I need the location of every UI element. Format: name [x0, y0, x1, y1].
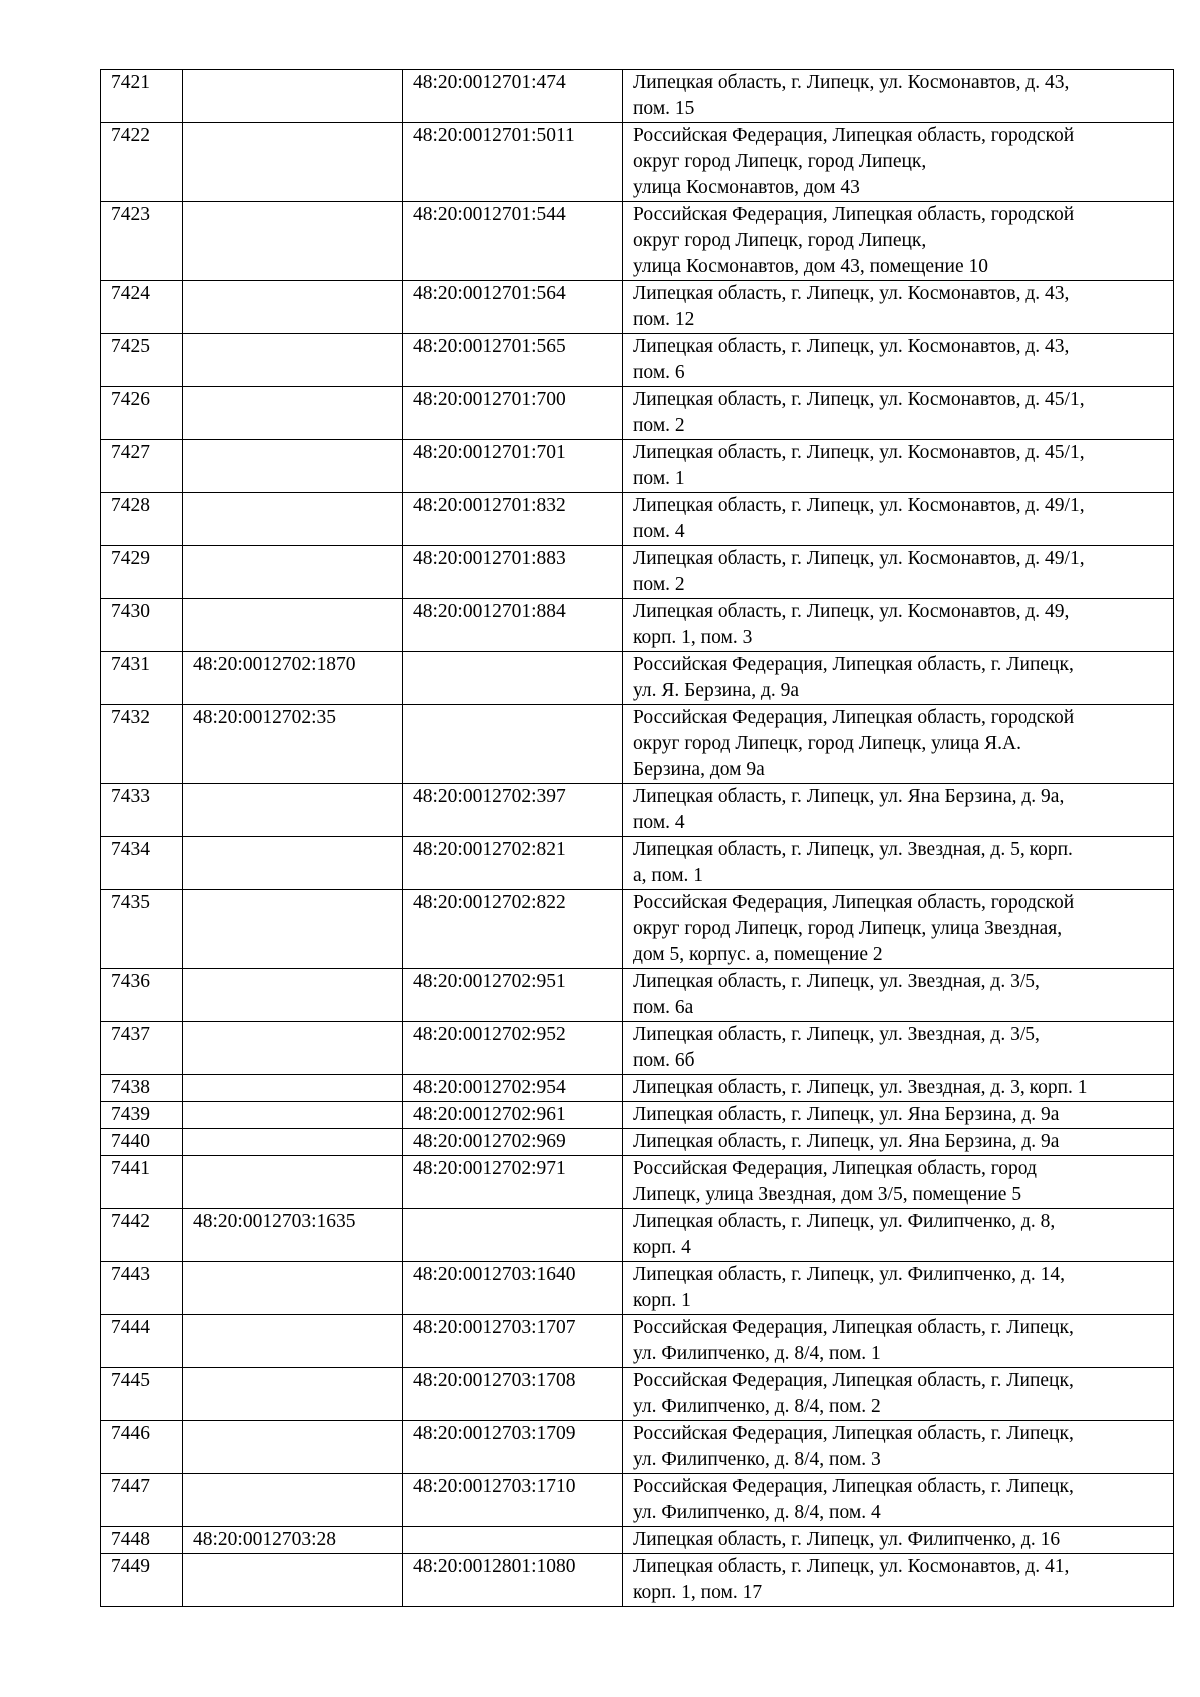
address-cell: [623, 890, 1174, 969]
address-cell: [623, 1262, 1174, 1315]
land-cadastral-number-cell: [183, 546, 403, 599]
table-row: [101, 440, 1174, 493]
address-line: Липецкая область, г. Липецк, ул. Яна Берзина, д. 9а: [633, 1104, 1060, 1125]
address-line: пом. 2: [633, 574, 685, 595]
object-cadastral-number-cell: 48:20:0012701:5011: [403, 123, 623, 202]
land-cadastral-number-cell: [183, 890, 403, 969]
object-cadastral-number-cell: 48:20:0012701:832: [403, 493, 623, 546]
land-cadastral-number-cell: [183, 599, 403, 652]
address-cell: [623, 440, 1174, 493]
table-row: [101, 1315, 1174, 1368]
address-cell: [623, 1209, 1174, 1262]
object-cadastral-number-cell: 48:20:0012701:474: [403, 70, 623, 123]
address-line: корп. 4: [633, 1237, 691, 1258]
object-cadastral-number-cell: 48:20:0012702:969: [403, 1129, 623, 1156]
row-number-cell: 7438: [101, 1075, 183, 1102]
address-line: а, пом. 1: [633, 865, 704, 886]
object-cadastral-number-cell: 48:20:0012702:951: [403, 969, 623, 1022]
row-number-cell: 7435: [101, 890, 183, 969]
address-cell: [623, 546, 1174, 599]
row-number-cell: 7430: [101, 599, 183, 652]
land-cadastral-number-cell: [183, 202, 403, 281]
row-number-cell: 7422: [101, 123, 183, 202]
address-cell: [623, 1474, 1174, 1527]
row-number-cell: 7440: [101, 1129, 183, 1156]
row-number-cell: 7427: [101, 440, 183, 493]
land-cadastral-number-cell: [183, 123, 403, 202]
address-line: округ город Липецк, город Липецк,: [633, 230, 927, 251]
row-number-cell: 7448: [101, 1527, 183, 1554]
address-cell: [623, 1022, 1174, 1075]
address-cell: [623, 599, 1174, 652]
address-cell: [623, 387, 1174, 440]
land-cadastral-number-cell: [183, 387, 403, 440]
address-cell: [623, 784, 1174, 837]
address-cell: [623, 334, 1174, 387]
table-row: [101, 1554, 1174, 1607]
table-row: [101, 652, 1174, 705]
object-cadastral-number-cell: 48:20:0012701:884: [403, 599, 623, 652]
row-number-cell: 7432: [101, 705, 183, 784]
row-number-cell: 7423: [101, 202, 183, 281]
object-cadastral-number-cell: 48:20:0012701:564: [403, 281, 623, 334]
table-body: [101, 70, 1174, 1607]
object-cadastral-number-cell: 48:20:0012701:883: [403, 546, 623, 599]
address-line: Липецкая область, г. Липецк, ул. Звездная, д. 5, корп.: [633, 839, 1073, 860]
address-line: пом. 15: [633, 98, 695, 119]
land-cadastral-number-cell: [183, 969, 403, 1022]
address-line: Липецкая область, г. Липецк, ул. Космонавтов, д. 49/1,: [633, 495, 1085, 516]
address-cell: [623, 202, 1174, 281]
address-line: Российская Федерация, Липецкая область, городской: [633, 125, 1075, 146]
address-line: Российская Федерация, Липецкая область, городской: [633, 892, 1075, 913]
row-number-cell: 7436: [101, 969, 183, 1022]
table-row: [101, 1262, 1174, 1315]
table-row: [101, 546, 1174, 599]
object-cadastral-number-cell: 48:20:0012702:961: [403, 1102, 623, 1129]
land-cadastral-number-cell: [183, 1315, 403, 1368]
address-cell: [623, 281, 1174, 334]
object-cadastral-number-cell: 48:20:0012702:971: [403, 1156, 623, 1209]
address-line: Липецкая область, г. Липецк, ул. Филипченко, д. 16: [633, 1529, 1061, 1550]
row-number-cell: 7426: [101, 387, 183, 440]
table-row: [101, 202, 1174, 281]
address-line: Российская Федерация, Липецкая область, г. Липецк,: [633, 1370, 1074, 1391]
table-row: [101, 1129, 1174, 1156]
object-cadastral-number-cell: [403, 1209, 623, 1262]
address-line: пом. 4: [633, 521, 685, 542]
land-cadastral-number-cell: [183, 1156, 403, 1209]
address-cell: [623, 705, 1174, 784]
address-line: округ город Липецк, город Липецк, улица Я.А.: [633, 733, 1022, 754]
address-line: Липецкая область, г. Липецк, ул. Космонавтов, д. 43,: [633, 336, 1070, 357]
object-cadastral-number-cell: [403, 652, 623, 705]
object-cadastral-number-cell: 48:20:0012703:1640: [403, 1262, 623, 1315]
address-line: пом. 4: [633, 812, 685, 833]
land-cadastral-number-cell: 48:20:0012702:35: [183, 705, 403, 784]
address-line: Липецкая область, г. Липецк, ул. Космонавтов, д. 49/1,: [633, 548, 1085, 569]
address-line: округ город Липецк, город Липецк,: [633, 151, 927, 172]
land-cadastral-number-cell: [183, 493, 403, 546]
address-cell: [623, 969, 1174, 1022]
row-number-cell: 7449: [101, 1554, 183, 1607]
address-line: пом. 12: [633, 309, 695, 330]
row-number-cell: 7421: [101, 70, 183, 123]
row-number-cell: 7441: [101, 1156, 183, 1209]
object-cadastral-number-cell: 48:20:0012701:544: [403, 202, 623, 281]
address-line: Берзина, дом 9а: [633, 759, 765, 780]
land-cadastral-number-cell: [183, 1421, 403, 1474]
row-number-cell: 7442: [101, 1209, 183, 1262]
address-cell: [623, 652, 1174, 705]
table-row: [101, 1474, 1174, 1527]
address-line: Липецкая область, г. Липецк, ул. Космонавтов, д. 43,: [633, 72, 1070, 93]
address-cell: [623, 1554, 1174, 1607]
address-line: Липецкая область, г. Липецк, ул. Филипченко, д. 14,: [633, 1264, 1065, 1285]
address-line: пом. 1: [633, 468, 685, 489]
address-line: корп. 1: [633, 1290, 691, 1311]
address-cell: [623, 1368, 1174, 1421]
table-row: [101, 969, 1174, 1022]
table-row: [101, 890, 1174, 969]
table-row: [101, 70, 1174, 123]
address-line: Российская Федерация, Липецкая область, городской: [633, 204, 1075, 225]
land-cadastral-number-cell: [183, 70, 403, 123]
address-line: пом. 6а: [633, 997, 694, 1018]
address-cell: [623, 1315, 1174, 1368]
object-cadastral-number-cell: 48:20:0012702:397: [403, 784, 623, 837]
address-line: Липецкая область, г. Липецк, ул. Космонавтов, д. 45/1,: [633, 442, 1085, 463]
object-cadastral-number-cell: 48:20:0012702:822: [403, 890, 623, 969]
address-line: ул. Филипченко, д. 8/4, пом. 2: [633, 1396, 881, 1417]
address-line: Российская Федерация, Липецкая область, г. Липецк,: [633, 654, 1074, 675]
address-line: пом. 2: [633, 415, 685, 436]
table-row: [101, 837, 1174, 890]
table-row: [101, 1022, 1174, 1075]
table-row: [101, 493, 1174, 546]
land-cadastral-number-cell: 48:20:0012702:1870: [183, 652, 403, 705]
table-row: [101, 1421, 1174, 1474]
row-number-cell: 7443: [101, 1262, 183, 1315]
table-row: [101, 123, 1174, 202]
address-line: пом. 6: [633, 362, 685, 383]
object-cadastral-number-cell: [403, 705, 623, 784]
row-number-cell: 7428: [101, 493, 183, 546]
table-row: [101, 1102, 1174, 1129]
address-line: ул. Филипченко, д. 8/4, пом. 1: [633, 1343, 881, 1364]
address-cell: [623, 493, 1174, 546]
land-cadastral-number-cell: [183, 1368, 403, 1421]
address-line: корп. 1, пом. 17: [633, 1582, 763, 1603]
land-cadastral-number-cell: [183, 1554, 403, 1607]
address-line: корп. 1, пом. 3: [633, 627, 753, 648]
address-line: улица Космонавтов, дом 43: [633, 177, 860, 198]
address-cell: [623, 837, 1174, 890]
address-line: Липецкая область, г. Липецк, ул. Звездная, д. 3/5,: [633, 971, 1040, 992]
cadastral-table: [100, 69, 1174, 1607]
address-cell: [623, 123, 1174, 202]
address-cell: [623, 1156, 1174, 1209]
land-cadastral-number-cell: 48:20:0012703:28: [183, 1527, 403, 1554]
address-cell: [623, 1102, 1174, 1129]
address-line: ул. Филипченко, д. 8/4, пом. 3: [633, 1449, 881, 1470]
row-number-cell: 7425: [101, 334, 183, 387]
row-number-cell: 7431: [101, 652, 183, 705]
land-cadastral-number-cell: [183, 1262, 403, 1315]
object-cadastral-number-cell: 48:20:0012701:700: [403, 387, 623, 440]
row-number-cell: 7445: [101, 1368, 183, 1421]
address-line: Липецкая область, г. Липецк, ул. Звездная, д. 3/5,: [633, 1024, 1040, 1045]
land-cadastral-number-cell: [183, 1129, 403, 1156]
table-row: [101, 387, 1174, 440]
address-cell: [623, 1129, 1174, 1156]
land-cadastral-number-cell: 48:20:0012703:1635: [183, 1209, 403, 1262]
object-cadastral-number-cell: 48:20:0012703:1708: [403, 1368, 623, 1421]
address-cell: [623, 70, 1174, 123]
address-line: Российская Федерация, Липецкая область, г. Липецк,: [633, 1423, 1074, 1444]
address-line: Липецкая область, г. Липецк, ул. Космонавтов, д. 45/1,: [633, 389, 1085, 410]
object-cadastral-number-cell: [403, 1527, 623, 1554]
land-cadastral-number-cell: [183, 1102, 403, 1129]
table-row: [101, 1156, 1174, 1209]
address-line: Российская Федерация, Липецкая область, г. Липецк,: [633, 1317, 1074, 1338]
object-cadastral-number-cell: 48:20:0012702:821: [403, 837, 623, 890]
object-cadastral-number-cell: 48:20:0012701:701: [403, 440, 623, 493]
object-cadastral-number-cell: 48:20:0012703:1707: [403, 1315, 623, 1368]
object-cadastral-number-cell: 48:20:0012702:952: [403, 1022, 623, 1075]
row-number-cell: 7433: [101, 784, 183, 837]
table-row: [101, 281, 1174, 334]
address-line: улица Космонавтов, дом 43, помещение 10: [633, 256, 988, 277]
row-number-cell: 7434: [101, 837, 183, 890]
address-line: Липецкая область, г. Липецк, ул. Яна Берзина, д. 9а,: [633, 786, 1065, 807]
land-cadastral-number-cell: [183, 440, 403, 493]
row-number-cell: 7447: [101, 1474, 183, 1527]
row-number-cell: 7437: [101, 1022, 183, 1075]
address-line: Липецкая область, г. Липецк, ул. Звездная, д. 3, корп. 1: [633, 1077, 1088, 1098]
address-cell: [623, 1075, 1174, 1102]
object-cadastral-number-cell: 48:20:0012702:954: [403, 1075, 623, 1102]
object-cadastral-number-cell: 48:20:0012801:1080: [403, 1554, 623, 1607]
table-row: [101, 599, 1174, 652]
address-line: Российская Федерация, Липецкая область, город: [633, 1158, 1037, 1179]
land-cadastral-number-cell: [183, 1474, 403, 1527]
address-line: Российская Федерация, Липецкая область, г. Липецк,: [633, 1476, 1074, 1497]
land-cadastral-number-cell: [183, 281, 403, 334]
table-row: [101, 1209, 1174, 1262]
table-row: [101, 1075, 1174, 1102]
row-number-cell: 7424: [101, 281, 183, 334]
row-number-cell: 7439: [101, 1102, 183, 1129]
table-row: [101, 1368, 1174, 1421]
address-line: Липецкая область, г. Липецк, ул. Яна Берзина, д. 9а: [633, 1131, 1060, 1152]
row-number-cell: 7429: [101, 546, 183, 599]
address-line: Липецкая область, г. Липецк, ул. Филипченко, д. 8,: [633, 1211, 1056, 1232]
address-line: Российская Федерация, Липецкая область, городской: [633, 707, 1075, 728]
address-line: Липецкая область, г. Липецк, ул. Космонавтов, д. 49,: [633, 601, 1070, 622]
land-cadastral-number-cell: [183, 784, 403, 837]
land-cadastral-number-cell: [183, 837, 403, 890]
address-line: ул. Филипченко, д. 8/4, пом. 4: [633, 1502, 881, 1523]
land-cadastral-number-cell: [183, 1075, 403, 1102]
row-number-cell: 7446: [101, 1421, 183, 1474]
address-line: Липецк, улица Звездная, дом 3/5, помещение 5: [633, 1184, 1022, 1205]
table-row: [101, 1527, 1174, 1554]
land-cadastral-number-cell: [183, 1022, 403, 1075]
object-cadastral-number-cell: 48:20:0012703:1709: [403, 1421, 623, 1474]
table-row: [101, 705, 1174, 784]
land-cadastral-number-cell: [183, 334, 403, 387]
address-line: Липецкая область, г. Липецк, ул. Космонавтов, д. 43,: [633, 283, 1070, 304]
address-line: ул. Я. Берзина, д. 9а: [633, 680, 800, 701]
object-cadastral-number-cell: 48:20:0012701:565: [403, 334, 623, 387]
row-number-cell: 7444: [101, 1315, 183, 1368]
address-cell: [623, 1527, 1174, 1554]
table-row: [101, 334, 1174, 387]
address-cell: [623, 1421, 1174, 1474]
address-line: пом. 6б: [633, 1050, 695, 1071]
address-line: Липецкая область, г. Липецк, ул. Космонавтов, д. 41,: [633, 1556, 1070, 1577]
address-line: дом 5, корпус. а, помещение 2: [633, 944, 883, 965]
object-cadastral-number-cell: 48:20:0012703:1710: [403, 1474, 623, 1527]
table-row: [101, 784, 1174, 837]
address-line: округ город Липецк, город Липецк, улица Звездная,: [633, 918, 1063, 939]
